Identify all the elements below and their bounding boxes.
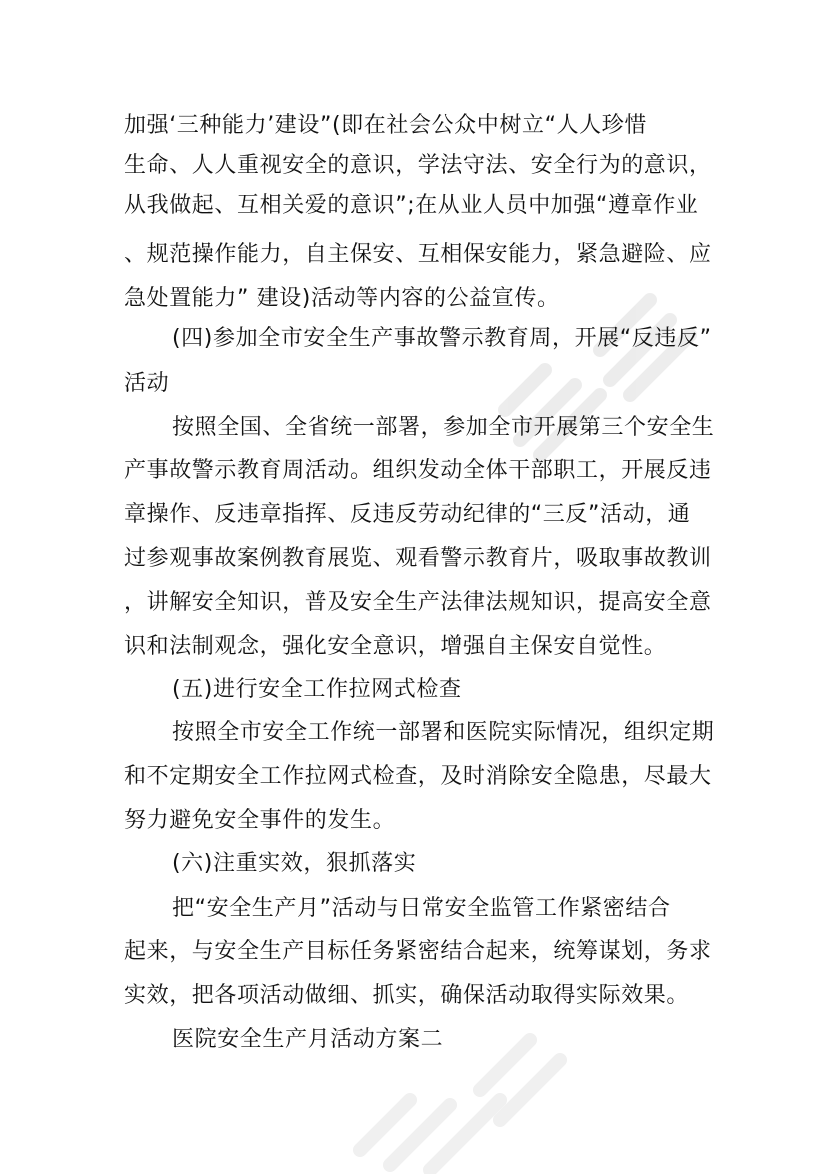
text-line-16: 和不定期安全工作拉网式检查，及时消除安全隐患，尽最大 [124,764,712,789]
text-line-21: 实效，把各项活动做细、抓实，确保活动取得实际效果。 [124,983,690,1008]
text-line-17: 努力避免安全事件的发生。 [124,808,396,833]
text-line-5: 急处置能力” 建设)活动等内容的公益宣传。 [124,286,560,311]
text-line-11: 过参观事故案例教育展览、观看警示教育片，吸取事故教训 [124,546,712,571]
section-heading-4: (四)参加全市安全生产事故警示教育周，开展“反违反” [172,326,712,351]
text-line-8: 按照全国、全省统一部署，参加全市开展第三个安全生 [172,415,715,440]
text-line-4: 、规范操作能力，自主保安、互相保安能力，紧急避险、应 [124,242,712,267]
next-section-title: 医院安全生产月活动方案二 [172,1027,444,1052]
text-line-2: 生命、人人重视安全的意识，学法守法、安全行为的意识， [124,153,712,178]
text-line-13: 识和法制观念，强化安全意识，增强自主保安自觉性。 [124,634,667,659]
text-line-9: 产事故警示教育周活动。组织发动全体干部职工，开展反违 [124,458,712,483]
text-line-3: 从我做起、互相关爱的意识”;在从业人员中加强“遵章作业 [124,193,699,218]
text-line-7: 活动 [124,371,170,396]
text-line-12: ，讲解安全知识，普及安全生产法律法规知识，提高安全意 [124,590,712,615]
text-line-20: 起来，与安全生产目标任务紧密结合起来，统筹谋划，务求 [124,939,712,964]
text-line-1: 加强‘三种能力’建设”(即在社会公众中树立“人人珍惜 [124,113,647,138]
text-line-19: 把“安全生产月”活动与日常安全监管工作紧密结合 [172,896,671,921]
text-line-15: 按照全市安全工作统一部署和医院实际情况，组织定期 [172,720,715,745]
section-heading-6: (六)注重实效，狠抓落实 [172,851,417,876]
section-heading-5: (五)进行安全工作拉网式检查 [172,677,462,702]
text-line-10: 章操作、反违章指挥、反违反劳动纪律的“三反”活动，通 [124,502,691,527]
